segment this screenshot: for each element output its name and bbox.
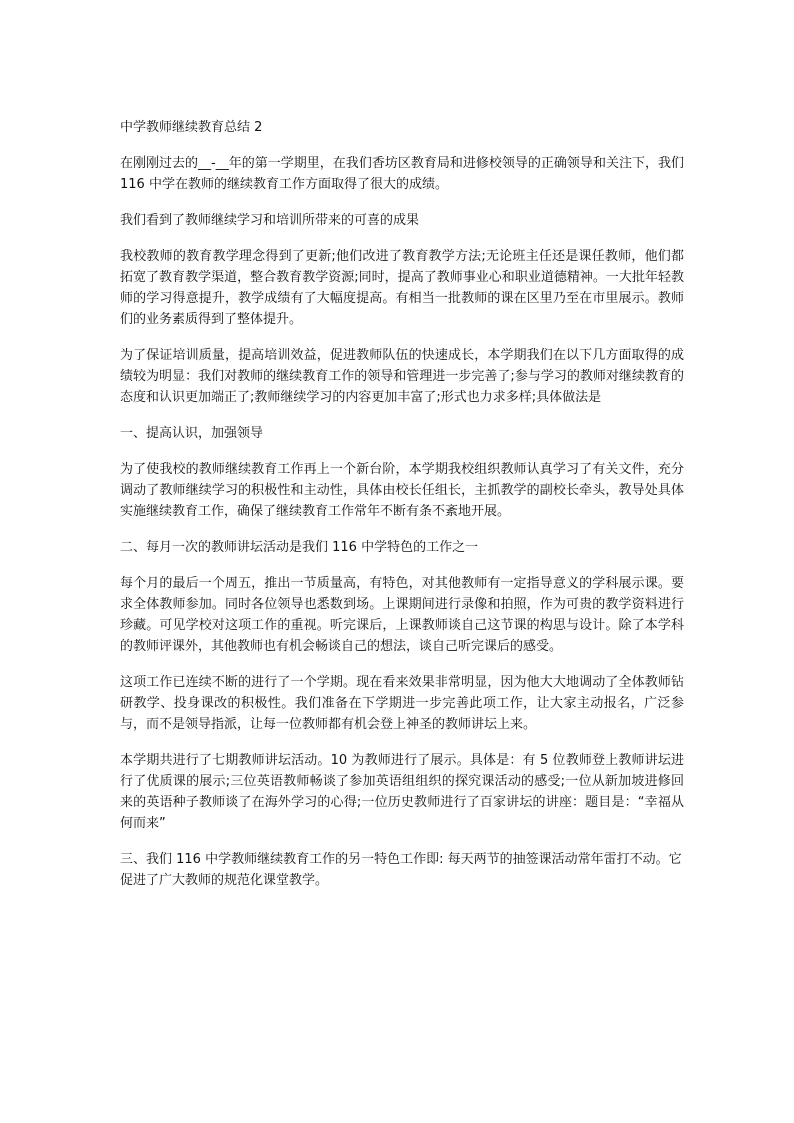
paragraph-results-heading: 我们看到了教师继续学习和培训所带来的可喜的成果 <box>120 213 420 228</box>
document-title: 中学教师继续教育总结 2 <box>120 120 263 135</box>
paragraph-forum-effect: 这项工作已连续不断的进行了一个学期。现在看来效果非常明显，因为他大大地调动了全体教师钻研教学、投身课改的积极性。我们准备在下学期进一步完善此项工作，让大家主动报名，广泛参与，而不是领导指派，让每一位教师都有机会登上神圣的教师讲坛上来。 <box>120 675 684 732</box>
section-heading-1: 一、提高认识，加强领导 <box>120 426 264 441</box>
document-page <box>120 117 684 906</box>
paragraph-intro: 在刚刚过去的__-__年的第一学期里，在我们香坊区教育局和进修校领导的正确领导和关注下，我们 116 中学在教师的继续教育工作方面取得了很大的成绩。 <box>120 156 684 192</box>
paragraph-forum-details: 本学期共进行了七期教师讲坛活动。10 为教师进行了展示。具体是：有 5 位教师登上教师讲坛进行了优质课的展示;三位英语教师畅谈了参加英语组组织的探究课活动的感受;一位从新加坡进修回来的英语种子教师谈了在海外学习的心得;一位历史教师进行了百家讲坛的讲座：题目是：“幸福从何而来” <box>120 753 684 831</box>
section-heading-2: 二、每月一次的教师讲坛活动是我们 116 中学特色的工作之一 <box>120 540 479 555</box>
paragraph-leadership: 为了使我校的教师继续教育工作再上一个新台阶，本学期我校组织教师认真学习了有关文件，充分调动了教师继续学习的积极性和主动性，具体由校长任组长，主抓教学的副校长牵头，教导处具体实施继续教育工作，确保了继续教育工作常年不断有条不紊地开展。 <box>120 462 684 519</box>
paragraph-training-quality: 为了保证培训质量，提高培训效益，促进教师队伍的快速成长，本学期我们在以下几方面取得的成绩较为明显：我们对教师的继续教育工作的领导和管理进一步完善了;参与学习的教师对继续教育的态度和认识更加端正了;教师继续学习的内容更加丰富了;形式也力求多样;具体做法是 <box>120 348 684 405</box>
paragraph-teacher-progress: 我校教师的教育教学理念得到了更新;他们改进了教育教学方法;无论班主任还是课任教师，他们都拓宽了教育教学渠道，整合教育教学资源;同时，提高了教师事业心和职业道德精神。一大批年轻教师的学习得意提升，教学成绩有了大幅度提高。有相当一批教师的课在区里乃至在市里展示。教师们的业务素质得到了整体提升。 <box>120 249 684 327</box>
paragraph-monthly-forum: 每个月的最后一个周五，推出一节质量高，有特色，对其他教师有一定指导意义的学科展示课。要求全体教师参加。同时各位领导也悉数到场。上课期间进行录像和拍照，作为可贵的教学资料进行珍藏。可见学校对这项工作的重视。听完课后，上课教师谈自己这节课的构思与设计。除了本学科的教师评课外，其他教师也有机会畅谈自己的想法，谈自己听完课后的感受。 <box>120 576 684 654</box>
section-heading-3: 三、我们 116 中学教师继续教育工作的另一特色工作即: 每天两节的抽签课活动常年雷打不动。它促进了广大教师的规范化课堂教学。 <box>120 852 682 888</box>
